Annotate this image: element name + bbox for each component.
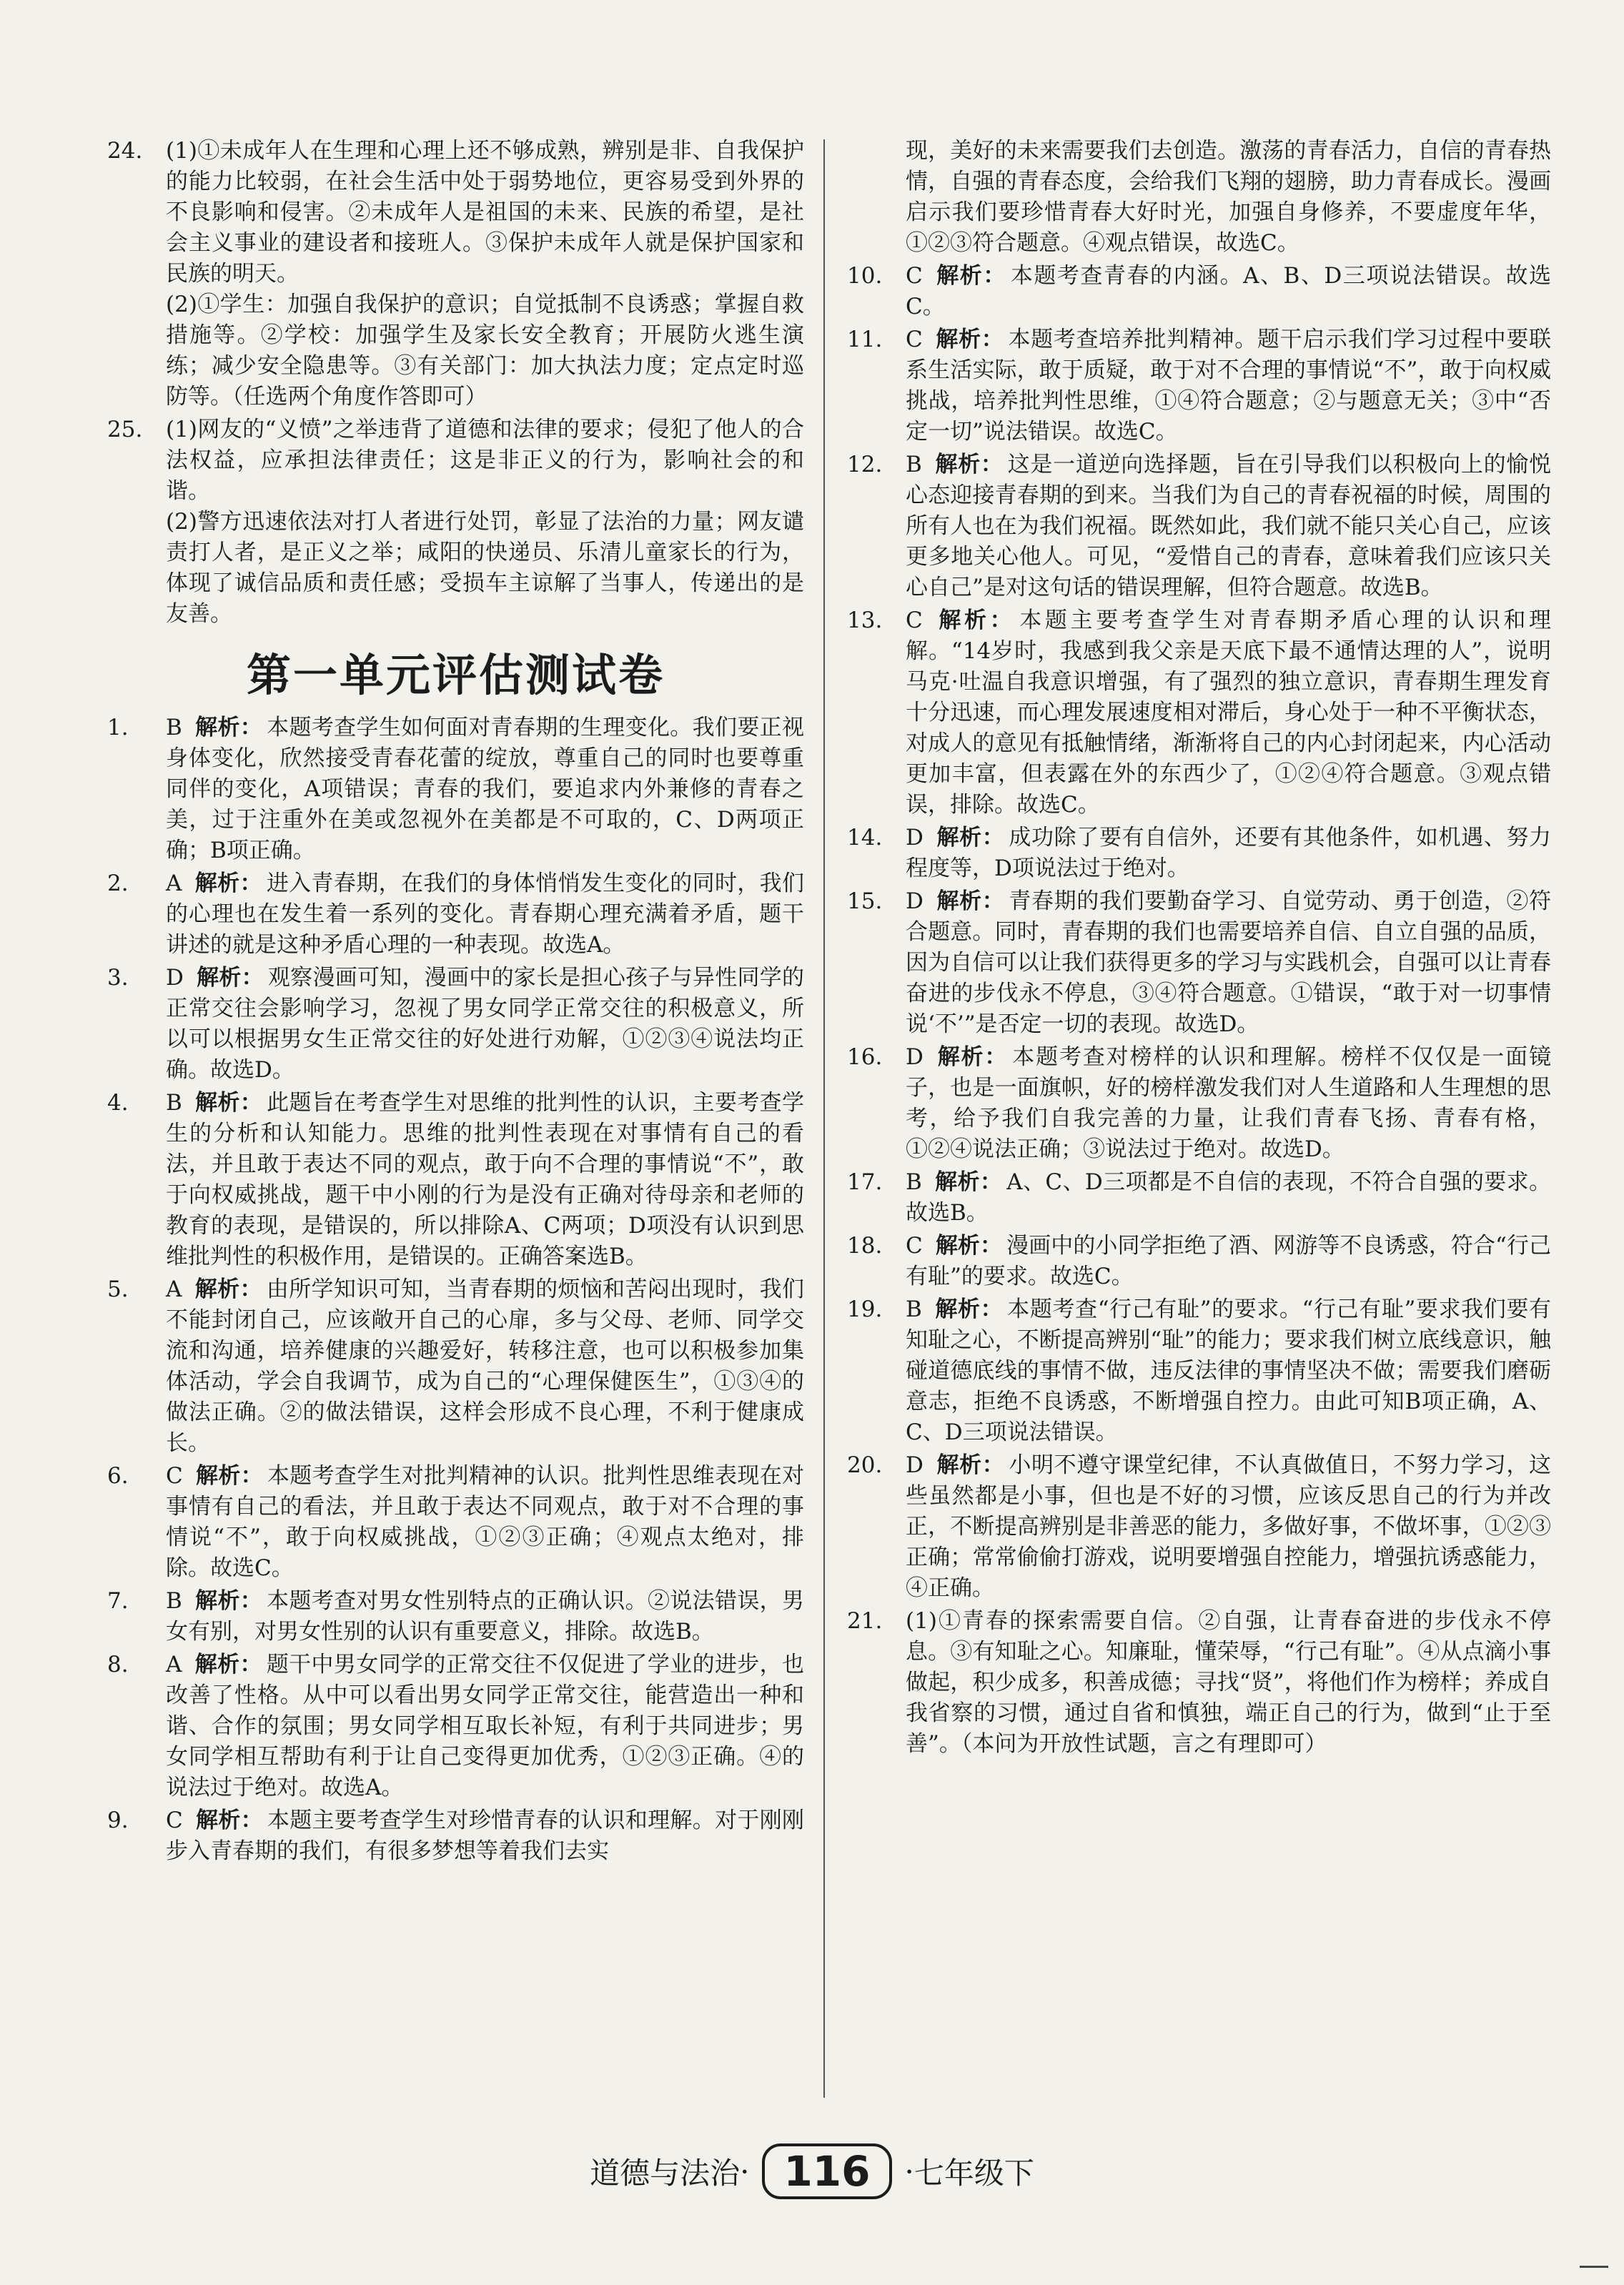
analysis-label: 解析：: [936, 1452, 1005, 1478]
answer-choice: A: [166, 871, 182, 896]
item-number: 17.: [847, 1169, 883, 1195]
analysis-text: 观察漫画可知，漫画中的家长是担心孩子与异性同学的正常交往会影响学习，忽视了男女同学正常交往的积极意义，所以可以根据男女生正常交往的好处进行劝解，①②③④说法均正确。故选D。: [166, 965, 805, 1083]
analysis-label: 解析：: [935, 1233, 1003, 1259]
left-column: [107, 136, 804, 1869]
analysis-text: 本题考查对榜样的认识和理解。榜样不仅仅是一面镜子，也是一面旗帜，好的榜样激发我们对人生道路和人生理想的思考，给予我们自我完善的力量，让我们青春飞扬、青春有格，①②④说法正确；③说法过于绝对。故选D。: [906, 1044, 1551, 1162]
answer-item-17: [847, 1167, 1551, 1229]
page-number: 116: [762, 2143, 891, 2199]
analysis-text: 题干中男女同学的正常交往不仅促进了学业的进步，也改善了性格。从中可以看出男女同学正常交往，能营造出一种和谐、合作的氛围；男女同学相互取长补短，有利于共同进步；男女同学相互帮助有利于让自己变得更加优秀，①②③正确。④的说法过于绝对。故选A。: [166, 1652, 805, 1800]
answer-choice: D: [906, 1452, 924, 1478]
analysis-text: 本题主要考查学生对珍惜青春的认识和理解。对于刚刚步入青春期的我们，有很多梦想等着我们去实: [166, 1808, 805, 1864]
answer-choice: B: [906, 1297, 922, 1322]
item-number: 3.: [107, 965, 129, 991]
item-number: 19.: [847, 1297, 883, 1322]
answer-item-6: [107, 1461, 804, 1584]
answer-item-15: [847, 886, 1551, 1040]
answer-choice: C: [166, 1463, 183, 1489]
answer-item-20: [847, 1450, 1551, 1604]
answer-choice: B: [166, 715, 182, 740]
item-number: 14.: [847, 825, 883, 851]
column-divider: [823, 139, 825, 2098]
answer-item-24: [107, 136, 804, 412]
answer-item-11: [847, 324, 1551, 447]
answer-paragraph: (2)①学生：加强自我保护的意识；自觉抵制不良诱惑；掌握自救措施等。②学校：加强学生及家长安全教育；开展防火逃生演练；减少安全隐患等。③有关部门：加大执法力度；定点定时巡防等。（任选两个角度作答即可）: [166, 292, 804, 410]
item-number: 8.: [107, 1652, 129, 1677]
answer-item-4: [107, 1088, 804, 1272]
analysis-text: 本题考查青春的内涵。A、B、D三项说法错误。故选C。: [906, 263, 1551, 319]
answer-paragraph: (1)网友的“义愤”之举违背了道德和法律的要求；侵犯了他人的合法权益，应承担法律责任；这是非正义的行为，影响社会的和谐。: [166, 417, 804, 504]
answer-item-16: [847, 1042, 1551, 1165]
analysis-text: 由所学知识可知，当青春期的烦恼和苦闷出现时，我们不能封闭自己，应该敞开自己的心扉，多与父母、老师、同学交流和沟通，培养健康的兴趣爱好，转移注意，也可以积极参加集体活动，学会自我调节，成为自己的“心理保健医生”，①③④的做法正确。②的做法错误，这样会形成不良心理，不利于健康成长。: [166, 1277, 805, 1456]
item-number: 24.: [107, 138, 143, 164]
answer-item-14: [847, 823, 1551, 884]
answer-item-13: [847, 605, 1551, 821]
answer-item-9: [107, 1805, 804, 1867]
analysis-text: 小明不遵守课堂纪律，不认真做值日，不努力学习，这些虽然都是小事，但也是不好的习惯，应该反思自己的行为并改正，不断提高辨别是非善恶的能力，多做好事，不做坏事，①②③正确；常常偷偷打游戏，说明要增强自控能力，增强抗诱惑能力，④正确。: [906, 1452, 1552, 1601]
answer-choice: C: [906, 263, 923, 289]
answer-choice: B: [166, 1090, 182, 1116]
item-number: 11.: [847, 327, 883, 352]
answer-item-10: [847, 261, 1551, 322]
answer-choice: C: [906, 608, 923, 633]
answer-item-1: [107, 713, 804, 866]
answer-item-7: [107, 1586, 804, 1647]
item-number: 12.: [847, 452, 883, 477]
analysis-text: 进入青春期，在我们的身体悄悄发生变化的同时，我们的心理也在发生着一系列的变化。青春期心理充满着矛盾，题干讲述的就是这种矛盾心理的一种表现。故选A。: [166, 871, 805, 958]
answer-paragraph: (2)警方迅速依法对打人者进行处罚，彰显了法治的力量；网友谴责打人者，是正义之举；咸阳的快递员、乐清儿童家长的行为，体现了诚信品质和责任感；受损车主谅解了当事人，传递出的是友善。: [166, 509, 804, 627]
item-number: 25.: [107, 417, 143, 442]
answer-choice: C: [906, 1233, 923, 1259]
analysis-text: 本题考查培养批判精神。题干启示我们学习过程中要联系生活实际，敢于质疑，敢于对不合理的事情说“不”，敢于向权威挑战，培养批判性思维，①④符合题意；②与题意无关；③中“否定一切”说法错误。故选C。: [906, 327, 1552, 445]
analysis-label: 解析：: [195, 1808, 263, 1833]
answer-choice: C: [166, 1808, 183, 1833]
answer-choice: D: [906, 888, 924, 914]
answer-choice: D: [906, 1044, 924, 1070]
answer-choice: C: [906, 327, 923, 352]
footer-subject: 道德与法治: [590, 2156, 741, 2191]
item-number: 5.: [107, 1277, 129, 1302]
footer-grade: 七年级下: [914, 2156, 1034, 2191]
item-number: 9.: [107, 1808, 129, 1833]
answer-choice: D: [166, 965, 184, 991]
analysis-label: 解析：: [934, 1297, 1004, 1322]
analysis-text: 此题旨在考查学生对思维的批判性的认识，主要考查学生的分析和认知能力。思维的批判性表现在对事情有自己的看法，并且敢于表达不同的观点，敢于向不合理的事情说“不”，敢于向权威挑战，题干中小刚的行为是没有正确对待母亲和老师的教育的表现，是错误的，所以排除A、C两项；D项没有认识到思维批判性的积极作用，是错误的。正确答案选B。: [166, 1090, 805, 1269]
analysis-text: 本题考查学生对批判精神的认识。批判性思维表现在对事情有自己的看法，并且敢于表达不同观点，敢于对不合理的事情说“不”，敢于向权威挑战，①②③正确；④观点太绝对，排除。故选C。: [166, 1463, 805, 1581]
answer-item-21: [847, 1606, 1551, 1760]
analysis-text: 漫画中的小同学拒绝了酒、网游等不良诱惑，符合“行己有耻”的要求。故选C。: [906, 1233, 1551, 1289]
item-number: 15.: [847, 888, 883, 914]
answer-item-25: [107, 415, 804, 630]
item-number: 4.: [107, 1090, 129, 1116]
answer-choice: B: [906, 452, 922, 477]
footer-dot: ·: [740, 2153, 750, 2189]
section-title: 第一单元评估测试卷: [246, 649, 665, 701]
analysis-label: 解析：: [194, 1277, 262, 1302]
analysis-label: 解析：: [934, 452, 1004, 477]
item-number: 18.: [847, 1233, 883, 1259]
answer-item-18: [847, 1231, 1551, 1292]
analysis-label: 解析：: [935, 263, 1006, 289]
analysis-label: 解析：: [194, 1090, 263, 1116]
analysis-label: 解析：: [194, 871, 262, 896]
analysis-text: 本题考查对男女性别特点的正确认识。②说法错误，男女有别，对男女性别的认识有重要意义，排除。故选B。: [166, 1588, 805, 1645]
corner-mark: [1580, 2266, 1608, 2268]
analysis-text: (1)①青春的探索需要自信。②自强，让青春奋进的步伐永不停息。③有知耻之心。知廉耻，懂荣辱，“行己有耻”。④从点滴小事做起，积少成多，积善成德；寻找“贤”，将他们作为榜样；养成自我省察的习惯，通过自省和慎独，端正自己的行为，做到“止于至善”。（本问为开放性试题，言之有理即可）: [906, 1608, 1551, 1757]
analysis-label: 解析：: [936, 1044, 1009, 1070]
analysis-label: 解析：: [194, 1652, 262, 1677]
analysis-label: 解析：: [934, 1169, 1003, 1195]
item-number: 10.: [847, 263, 883, 289]
answer-paragraph: (1)①未成年人在生理和心理上还不够成熟，辨别是非、自我保护的能力比较弱，在社会生活中处于弱势地位，更容易受到外界的不良影响和侵害。②未成年人是祖国的未来、民族的希望，是社会主义事业的建设者和接班人。③保护未成年人就是保护国家和民族的明天。: [166, 138, 804, 287]
analysis-label: 解析：: [936, 888, 1005, 914]
analysis-label: 解析：: [194, 1588, 263, 1614]
analysis-text: 本题主要考查学生对青春期矛盾心理的认识和理解。“14岁时，我感到我父亲是天底下最不通情达理的人”，说明马克·吐温自我意识增强，有了强烈的独立意识，青春期生理发育十分迅速，而心理发展速度相对滞后，身心处于一种不平衡状态，对成人的意见有抵触情绪，渐渐将自己的内心封闭起来，内心活动更加丰富，但表露在外的东西少了，①②④符合题意。③观点错误，排除。故选C。: [906, 608, 1552, 818]
answer-choice: A: [166, 1652, 182, 1677]
analysis-text: A、C、D三项都是不自信的表现，不符合自强的要求。故选B。: [906, 1169, 1551, 1226]
item-number: 1.: [107, 715, 129, 740]
item-number: 21.: [847, 1608, 883, 1634]
right-column: [847, 136, 1551, 1762]
item-number: 13.: [847, 608, 883, 633]
answer-item-5: [107, 1274, 804, 1459]
analysis-label: 解析：: [195, 1463, 263, 1489]
answer-item-12: [847, 450, 1551, 603]
analysis-label: 解析：: [194, 715, 263, 740]
answer-item-19: [847, 1294, 1551, 1448]
item-number: 16.: [847, 1044, 883, 1070]
answer-item-3: [107, 963, 804, 1086]
item-number: 2.: [107, 871, 129, 896]
answer-choice: B: [166, 1588, 182, 1614]
footer-dot: ·: [904, 2153, 914, 2189]
analysis-text: 本题考查“行己有耻”的要求。“行己有耻”要求我们要有知耻之心，不断提高辨别“耻”的能力；要求我们树立底线意识，触碰道德底线的事情不做，违反法律的事情坚决不做；需要我们磨砺意志，拒绝不良诱惑，不断增强自控力。由此可知B项正确，A、C、D三项说法错误。: [906, 1297, 1552, 1445]
analysis-text: 本题考查学生如何面对青春期的生理变化。我们要正视身体变化，欣然接受青春花蕾的绽放，尊重自己的同时也要尊重同伴的变化，A项错误；青春的我们，要追求内外兼修的青春之美，过于注重外在美或忽视外在美都是不可取的，C、D两项正确；B项正确。: [166, 715, 805, 863]
answer-item-2: [107, 868, 804, 961]
analysis-text: 现，美好的未来需要我们去创造。激荡的青春活力，自信的青春热情，自强的青春态度，会给我们飞翔的翅膀，助力青春成长。漫画启示我们要珍惜青春大好时光，加强自身修养，不要虚度年华，①②③符合题意。④观点错误，故选C。: [906, 138, 1551, 256]
analysis-label: 解析：: [196, 965, 264, 991]
answer-item-8: [107, 1650, 804, 1803]
analysis-text: 这是一道逆向选择题，旨在引导我们以积极向上的愉悦心态迎接青春期的到来。当我们为自己的青春祝福的时候，周围的所有人也在为我们祝福。既然如此，我们就不能只关心自己，应该更多地关心他人。可见，“爱惜自己的青春，意味着我们应该只关心自己”是对这句话的错误理解，但符合题意。故选B。: [906, 452, 1552, 600]
analysis-label: 解析：: [935, 327, 1004, 352]
answer-choice: B: [906, 1169, 922, 1195]
analysis-label: 解析：: [935, 608, 1016, 633]
analysis-text: 成功除了要有自信外，还要有其他条件，如机遇、努力程度等，D项说法过于绝对。: [906, 825, 1552, 881]
answer-choice: D: [906, 825, 924, 851]
answer-item-9-continued: [847, 136, 1551, 259]
answer-choice: A: [166, 1277, 182, 1302]
analysis-text: 青春期的我们要勤奋学习、自觉劳动、勇于创造，②符合题意。同时，青春期的我们也需要培养自信、自立自强的品质，因为自信可以让我们获得更多的学习与实践机会，自强可以让青春奋进的步伐永不停息，③④符合题意。①错误，“敢于对一切事情说‘不’”是否定一切的表现。故选D。: [906, 888, 1552, 1037]
item-number: 6.: [107, 1463, 129, 1489]
item-number: 20.: [847, 1452, 883, 1478]
page-footer: [0, 2143, 1624, 2200]
analysis-label: 解析：: [936, 825, 1005, 851]
item-number: 7.: [107, 1588, 129, 1614]
